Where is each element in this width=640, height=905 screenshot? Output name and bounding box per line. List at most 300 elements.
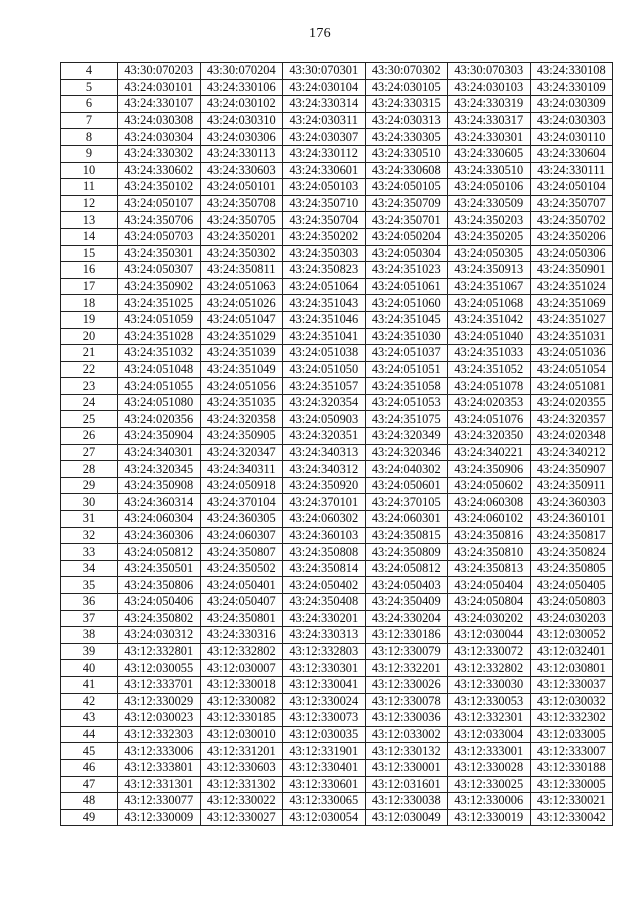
table-row bbox=[61, 262, 613, 279]
cadastral-number-cell: 43:24:030304 bbox=[118, 129, 201, 146]
cadastral-number-cell: 43:24:350911 bbox=[530, 477, 613, 494]
cadastral-number-cell: 43:12:333006 bbox=[118, 743, 201, 760]
row-number-cell: 11 bbox=[61, 179, 118, 196]
cadastral-number-cell: 43:12:330301 bbox=[283, 660, 366, 677]
cadastral-number-cell: 43:24:060307 bbox=[200, 527, 283, 544]
cadastral-number-cell: 43:24:051059 bbox=[118, 311, 201, 328]
cadastral-number-cell: 43:24:351057 bbox=[283, 378, 366, 395]
cadastral-number-cell: 43:24:020356 bbox=[118, 411, 201, 428]
cadastral-number-cell: 43:12:330186 bbox=[365, 627, 448, 644]
cadastral-number-cell: 43:24:320351 bbox=[283, 428, 366, 445]
cadastral-number-cell: 43:12:030023 bbox=[118, 710, 201, 727]
row-number-cell: 9 bbox=[61, 145, 118, 162]
table-row bbox=[61, 112, 613, 129]
cadastral-number-cell: 43:24:050407 bbox=[200, 594, 283, 611]
cadastral-number-cell: 43:24:351031 bbox=[530, 328, 613, 345]
cadastral-number-cell: 43:24:330510 bbox=[448, 162, 531, 179]
cadastral-number-cell: 43:24:350814 bbox=[283, 560, 366, 577]
cadastral-number-cell: 43:24:350203 bbox=[448, 212, 531, 229]
table-row bbox=[61, 394, 613, 411]
cadastral-number-cell: 43:24:030303 bbox=[530, 112, 613, 129]
cadastral-number-cell: 43:12:330073 bbox=[283, 710, 366, 727]
table-row bbox=[61, 477, 613, 494]
table-row bbox=[61, 212, 613, 229]
row-number-cell: 23 bbox=[61, 378, 118, 395]
cadastral-number-cell: 43:24:351024 bbox=[530, 278, 613, 295]
cadastral-number-cell: 43:12:332302 bbox=[530, 710, 613, 727]
cadastral-number-cell: 43:24:350409 bbox=[365, 594, 448, 611]
cadastral-number-cell: 43:24:350817 bbox=[530, 527, 613, 544]
row-number-cell: 47 bbox=[61, 776, 118, 793]
cadastral-number-cell: 43:24:320346 bbox=[365, 444, 448, 461]
cadastral-number-cell: 43:24:350102 bbox=[118, 179, 201, 196]
cadastral-number-cell: 43:12:330401 bbox=[283, 759, 366, 776]
row-number-cell: 31 bbox=[61, 511, 118, 528]
cadastral-number-cell: 43:24:350823 bbox=[283, 262, 366, 279]
table-row bbox=[61, 278, 613, 295]
cadastral-number-cell: 43:12:330603 bbox=[200, 759, 283, 776]
cadastral-number-cell: 43:24:350802 bbox=[118, 610, 201, 627]
cadastral-number-cell: 43:24:330317 bbox=[448, 112, 531, 129]
cadastral-number-cell: 43:24:030310 bbox=[200, 112, 283, 129]
cadastral-number-cell: 43:24:020355 bbox=[530, 394, 613, 411]
cadastral-number-cell: 43:24:051047 bbox=[200, 311, 283, 328]
cadastral-number-cell: 43:24:351069 bbox=[530, 295, 613, 312]
row-number-cell: 48 bbox=[61, 793, 118, 810]
row-number-cell: 10 bbox=[61, 162, 118, 179]
cadastral-number-cell: 43:24:330319 bbox=[448, 96, 531, 113]
cadastral-number-cell: 43:24:320347 bbox=[200, 444, 283, 461]
cadastral-number-cell: 43:12:030049 bbox=[365, 809, 448, 826]
row-number-cell: 24 bbox=[61, 394, 118, 411]
cadastral-number-cell: 43:24:350704 bbox=[283, 212, 366, 229]
row-number-cell: 37 bbox=[61, 610, 118, 627]
cadastral-number-cell: 43:12:332303 bbox=[118, 726, 201, 743]
table-row bbox=[61, 544, 613, 561]
cadastral-number-cell: 43:24:330204 bbox=[365, 610, 448, 627]
cadastral-number-cell: 43:12:030052 bbox=[530, 627, 613, 644]
cadastral-number-cell: 43:24:050402 bbox=[283, 577, 366, 594]
cadastral-number-cell: 43:24:330107 bbox=[118, 96, 201, 113]
cadastral-number-cell: 43:24:351043 bbox=[283, 295, 366, 312]
cadastral-number-cell: 43:24:320354 bbox=[283, 394, 366, 411]
cadastral-number-cell: 43:30:070302 bbox=[365, 63, 448, 80]
cadastral-number-cell: 43:24:360314 bbox=[118, 494, 201, 511]
cadastral-number-cell: 43:24:330302 bbox=[118, 145, 201, 162]
cadastral-number-cell: 43:12:330037 bbox=[530, 676, 613, 693]
cadastral-number-cell: 43:12:030007 bbox=[200, 660, 283, 677]
cadastral-number-cell: 43:24:050105 bbox=[365, 179, 448, 196]
cadastral-number-cell: 43:12:030035 bbox=[283, 726, 366, 743]
cadastral-number-cell: 43:12:030032 bbox=[530, 693, 613, 710]
row-number-cell: 49 bbox=[61, 809, 118, 826]
cadastral-number-cell: 43:24:330113 bbox=[200, 145, 283, 162]
cadastral-number-cell: 43:24:330316 bbox=[200, 627, 283, 644]
row-number-cell: 8 bbox=[61, 129, 118, 146]
table-row bbox=[61, 776, 613, 793]
cadastral-number-cell: 43:12:333801 bbox=[118, 759, 201, 776]
cadastral-number-cell: 43:24:350905 bbox=[200, 428, 283, 445]
cadastral-number-cell: 43:12:333001 bbox=[448, 743, 531, 760]
cadastral-number-cell: 43:24:350408 bbox=[283, 594, 366, 611]
cadastral-number-cell: 43:24:330604 bbox=[530, 145, 613, 162]
row-number-cell: 32 bbox=[61, 527, 118, 544]
row-number-cell: 42 bbox=[61, 693, 118, 710]
cadastral-number-cell: 43:12:330188 bbox=[530, 759, 613, 776]
row-number-cell: 15 bbox=[61, 245, 118, 262]
cadastral-number-cell: 43:24:350902 bbox=[118, 278, 201, 295]
cadastral-number-cell: 43:24:030102 bbox=[200, 96, 283, 113]
row-number-cell: 16 bbox=[61, 262, 118, 279]
cadastral-number-cell: 43:24:051063 bbox=[200, 278, 283, 295]
cadastral-number-cell: 43:24:351075 bbox=[365, 411, 448, 428]
cadastral-number-cell: 43:24:030306 bbox=[200, 129, 283, 146]
table-row bbox=[61, 411, 613, 428]
cadastral-number-cell: 43:24:351052 bbox=[448, 361, 531, 378]
cadastral-number-cell: 43:24:350809 bbox=[365, 544, 448, 561]
cadastral-number-cell: 43:24:320358 bbox=[200, 411, 283, 428]
table-row bbox=[61, 361, 613, 378]
row-number-cell: 25 bbox=[61, 411, 118, 428]
cadastral-number-cell: 43:24:051056 bbox=[200, 378, 283, 395]
cadastral-number-cell: 43:24:351032 bbox=[118, 345, 201, 362]
cadastral-number-cell: 43:24:350205 bbox=[448, 228, 531, 245]
cadastral-number-cell: 43:12:332802 bbox=[448, 660, 531, 677]
cadastral-number-cell: 43:12:330077 bbox=[118, 793, 201, 810]
cadastral-number-cell: 43:24:020353 bbox=[448, 394, 531, 411]
cadastral-number-cell: 43:24:050104 bbox=[530, 179, 613, 196]
cadastral-number-cell: 43:24:330510 bbox=[365, 145, 448, 162]
cadastral-number-cell: 43:24:050405 bbox=[530, 577, 613, 594]
row-number-cell: 40 bbox=[61, 660, 118, 677]
cadastral-number-cell: 43:24:360103 bbox=[283, 527, 366, 544]
cadastral-number-cell: 43:24:030104 bbox=[283, 79, 366, 96]
table-row bbox=[61, 577, 613, 594]
cadastral-number-cell: 43:12:331302 bbox=[200, 776, 283, 793]
cadastral-number-cell: 43:12:333007 bbox=[530, 743, 613, 760]
cadastral-number-cell: 43:24:350908 bbox=[118, 477, 201, 494]
table-row bbox=[61, 610, 613, 627]
cadastral-number-cell: 43:24:060102 bbox=[448, 511, 531, 528]
cadastral-number-cell: 43:24:030103 bbox=[448, 79, 531, 96]
cadastral-number-cell: 43:24:060304 bbox=[118, 511, 201, 528]
table-row bbox=[61, 162, 613, 179]
cadastral-number-cell: 43:24:350824 bbox=[530, 544, 613, 561]
cadastral-number-cell: 43:24:350706 bbox=[118, 212, 201, 229]
cadastral-number-cell: 43:24:051081 bbox=[530, 378, 613, 395]
page-number: 176 bbox=[309, 26, 331, 41]
cadastral-number-cell: 43:30:070203 bbox=[118, 63, 201, 80]
cadastral-number-cell: 43:24:340221 bbox=[448, 444, 531, 461]
cadastral-number-cell: 43:12:330028 bbox=[448, 759, 531, 776]
cadastral-number-cell: 43:24:051040 bbox=[448, 328, 531, 345]
cadastral-number-cell: 43:24:340311 bbox=[200, 461, 283, 478]
cadastral-number-cell: 43:24:050602 bbox=[448, 477, 531, 494]
cadastral-number-cell: 43:24:370101 bbox=[283, 494, 366, 511]
cadastral-number-cell: 43:12:033004 bbox=[448, 726, 531, 743]
cadastral-number-cell: 43:24:360303 bbox=[530, 494, 613, 511]
cadastral-number-cell: 43:24:351033 bbox=[448, 345, 531, 362]
cadastral-number-cell: 43:12:330601 bbox=[283, 776, 366, 793]
cadastral-number-cell: 43:24:320350 bbox=[448, 428, 531, 445]
cadastral-number-cell: 43:12:031601 bbox=[365, 776, 448, 793]
cadastral-number-cell: 43:24:051053 bbox=[365, 394, 448, 411]
cadastral-number-cell: 43:24:350815 bbox=[365, 527, 448, 544]
cadastral-number-cell: 43:24:051078 bbox=[448, 378, 531, 395]
table-row bbox=[61, 726, 613, 743]
cadastral-number-cell: 43:24:330603 bbox=[200, 162, 283, 179]
cadastral-number-cell: 43:24:050918 bbox=[200, 477, 283, 494]
cadastral-number-cell: 43:24:350805 bbox=[530, 560, 613, 577]
table-body bbox=[61, 63, 613, 826]
cadastral-number-cell: 43:24:330602 bbox=[118, 162, 201, 179]
cadastral-number-cell: 43:12:330009 bbox=[118, 809, 201, 826]
cadastral-number-cell: 43:24:330314 bbox=[283, 96, 366, 113]
cadastral-number-cell: 43:12:330082 bbox=[200, 693, 283, 710]
row-number-cell: 41 bbox=[61, 676, 118, 693]
cadastral-number-cell: 43:24:350710 bbox=[283, 195, 366, 212]
row-number-cell: 7 bbox=[61, 112, 118, 129]
cadastral-number-cell: 43:24:351028 bbox=[118, 328, 201, 345]
cadastral-number-cell: 43:12:330005 bbox=[530, 776, 613, 793]
cadastral-number-cell: 43:24:350201 bbox=[200, 228, 283, 245]
cadastral-number-cell: 43:24:030110 bbox=[530, 129, 613, 146]
cadastral-number-cell: 43:24:330106 bbox=[200, 79, 283, 96]
cadastral-number-cell: 43:24:050103 bbox=[283, 179, 366, 196]
cadastral-number-cell: 43:24:051037 bbox=[365, 345, 448, 362]
cadastral-number-cell: 43:12:330018 bbox=[200, 676, 283, 693]
cadastral-number-cell: 43:24:330315 bbox=[365, 96, 448, 113]
cadastral-number-cell: 43:24:050307 bbox=[118, 262, 201, 279]
row-number-cell: 39 bbox=[61, 643, 118, 660]
table-row bbox=[61, 195, 613, 212]
cadastral-number-cell: 43:24:030308 bbox=[118, 112, 201, 129]
row-number-cell: 6 bbox=[61, 96, 118, 113]
cadastral-number-cell: 43:24:060301 bbox=[365, 511, 448, 528]
cadastral-number-cell: 43:12:330065 bbox=[283, 793, 366, 810]
cadastral-number-cell: 43:24:051064 bbox=[283, 278, 366, 295]
table-row bbox=[61, 345, 613, 362]
cadastral-number-cell: 43:24:351058 bbox=[365, 378, 448, 395]
cadastral-number-cell: 43:24:330301 bbox=[448, 129, 531, 146]
cadastral-number-cell: 43:12:331301 bbox=[118, 776, 201, 793]
cadastral-number-cell: 43:12:030055 bbox=[118, 660, 201, 677]
cadastral-number-cell: 43:24:350806 bbox=[118, 577, 201, 594]
cadastral-number-cell: 43:24:060302 bbox=[283, 511, 366, 528]
cadastral-number-cell: 43:24:350808 bbox=[283, 544, 366, 561]
cadastral-number-cell: 43:24:350907 bbox=[530, 461, 613, 478]
cadastral-number-cell: 43:24:051054 bbox=[530, 361, 613, 378]
cadastral-number-cell: 43:24:330201 bbox=[283, 610, 366, 627]
row-number-cell: 17 bbox=[61, 278, 118, 295]
cadastral-number-cell: 43:24:050406 bbox=[118, 594, 201, 611]
cadastral-number-cell: 43:12:330021 bbox=[530, 793, 613, 810]
cadastral-number-cell: 43:12:330024 bbox=[283, 693, 366, 710]
table-row bbox=[61, 594, 613, 611]
cadastral-number-cell: 43:24:350913 bbox=[448, 262, 531, 279]
table-row bbox=[61, 809, 613, 826]
cadastral-number-cell: 43:24:351027 bbox=[530, 311, 613, 328]
cadastral-number-cell: 43:12:332802 bbox=[200, 643, 283, 660]
cadastral-number-cell: 43:12:330038 bbox=[365, 793, 448, 810]
table-row bbox=[61, 494, 613, 511]
cadastral-number-cell: 43:12:330026 bbox=[365, 676, 448, 693]
row-number-cell: 29 bbox=[61, 477, 118, 494]
table-row bbox=[61, 676, 613, 693]
cadastral-number-cell: 43:30:070301 bbox=[283, 63, 366, 80]
cadastral-number-cell: 43:12:330022 bbox=[200, 793, 283, 810]
cadastral-number-cell: 43:12:330132 bbox=[365, 743, 448, 760]
cadastral-number-cell: 43:24:050812 bbox=[118, 544, 201, 561]
row-number-cell: 43 bbox=[61, 710, 118, 727]
cadastral-number-cell: 43:12:330042 bbox=[530, 809, 613, 826]
cadastral-number-cell: 43:12:330053 bbox=[448, 693, 531, 710]
cadastral-number-cell: 43:12:030054 bbox=[283, 809, 366, 826]
cadastral-number-cell: 43:12:332301 bbox=[448, 710, 531, 727]
cadastral-number-cell: 43:24:030311 bbox=[283, 112, 366, 129]
row-number-cell: 5 bbox=[61, 79, 118, 96]
row-number-cell: 33 bbox=[61, 544, 118, 561]
cadastral-table bbox=[60, 62, 613, 826]
cadastral-number-cell: 43:12:330036 bbox=[365, 710, 448, 727]
table-row bbox=[61, 145, 613, 162]
cadastral-number-cell: 43:24:051036 bbox=[530, 345, 613, 362]
cadastral-number-cell: 43:24:050403 bbox=[365, 577, 448, 594]
table-row bbox=[61, 527, 613, 544]
cadastral-number-cell: 43:24:350708 bbox=[200, 195, 283, 212]
row-number-cell: 38 bbox=[61, 627, 118, 644]
cadastral-number-cell: 43:24:350707 bbox=[530, 195, 613, 212]
cadastral-number-cell: 43:12:033005 bbox=[530, 726, 613, 743]
cadastral-number-cell: 43:24:350920 bbox=[283, 477, 366, 494]
cadastral-number-cell: 43:12:330078 bbox=[365, 693, 448, 710]
cadastral-number-cell: 43:12:330006 bbox=[448, 793, 531, 810]
cadastral-number-cell: 43:24:370105 bbox=[365, 494, 448, 511]
cadastral-number-cell: 43:24:351039 bbox=[200, 345, 283, 362]
row-number-cell: 4 bbox=[61, 63, 118, 80]
table-row bbox=[61, 378, 613, 395]
cadastral-number-cell: 43:24:060308 bbox=[448, 494, 531, 511]
cadastral-number-cell: 43:24:050903 bbox=[283, 411, 366, 428]
cadastral-number-cell: 43:24:050404 bbox=[448, 577, 531, 594]
table-row bbox=[61, 627, 613, 644]
cadastral-number-cell: 43:24:330108 bbox=[530, 63, 613, 80]
table-row bbox=[61, 228, 613, 245]
cadastral-number-cell: 43:12:330079 bbox=[365, 643, 448, 660]
cadastral-number-cell: 43:24:330112 bbox=[283, 145, 366, 162]
cadastral-number-cell: 43:24:330305 bbox=[365, 129, 448, 146]
cadastral-number-cell: 43:24:360306 bbox=[118, 527, 201, 544]
cadastral-number-cell: 43:12:330185 bbox=[200, 710, 283, 727]
table-row bbox=[61, 511, 613, 528]
cadastral-number-cell: 43:24:350502 bbox=[200, 560, 283, 577]
cadastral-number-cell: 43:24:030307 bbox=[283, 129, 366, 146]
cadastral-number-cell: 43:24:350301 bbox=[118, 245, 201, 262]
cadastral-number-cell: 43:24:320349 bbox=[365, 428, 448, 445]
cadastral-number-cell: 43:24:350303 bbox=[283, 245, 366, 262]
table-row bbox=[61, 461, 613, 478]
cadastral-number-cell: 43:24:051051 bbox=[365, 361, 448, 378]
cadastral-number-cell: 43:12:331901 bbox=[283, 743, 366, 760]
cadastral-number-cell: 43:12:030801 bbox=[530, 660, 613, 677]
cadastral-number-cell: 43:24:350701 bbox=[365, 212, 448, 229]
row-number-cell: 36 bbox=[61, 594, 118, 611]
cadastral-number-cell: 43:24:340212 bbox=[530, 444, 613, 461]
table-row bbox=[61, 743, 613, 760]
cadastral-number-cell: 43:24:030309 bbox=[530, 96, 613, 113]
cadastral-number-cell: 43:24:350302 bbox=[200, 245, 283, 262]
cadastral-number-cell: 43:24:360101 bbox=[530, 511, 613, 528]
cadastral-number-cell: 43:12:330029 bbox=[118, 693, 201, 710]
row-number-cell: 20 bbox=[61, 328, 118, 345]
row-number-cell: 13 bbox=[61, 212, 118, 229]
row-number-cell: 26 bbox=[61, 428, 118, 445]
cadastral-number-cell: 43:24:320345 bbox=[118, 461, 201, 478]
cadastral-number-cell: 43:24:350709 bbox=[365, 195, 448, 212]
cadastral-number-cell: 43:24:051038 bbox=[283, 345, 366, 362]
cadastral-number-cell: 43:12:330027 bbox=[200, 809, 283, 826]
cadastral-number-cell: 43:24:050204 bbox=[365, 228, 448, 245]
cadastral-number-cell: 43:24:030202 bbox=[448, 610, 531, 627]
row-number-cell: 19 bbox=[61, 311, 118, 328]
cadastral-number-cell: 43:12:032401 bbox=[530, 643, 613, 660]
cadastral-number-cell: 43:12:030044 bbox=[448, 627, 531, 644]
cadastral-number-cell: 43:12:330001 bbox=[365, 759, 448, 776]
cadastral-number-cell: 43:24:351041 bbox=[283, 328, 366, 345]
cadastral-number-cell: 43:12:330019 bbox=[448, 809, 531, 826]
cadastral-number-cell: 43:12:030010 bbox=[200, 726, 283, 743]
cadastral-number-cell: 43:24:350810 bbox=[448, 544, 531, 561]
table-row bbox=[61, 428, 613, 445]
cadastral-number-cell: 43:24:050803 bbox=[530, 594, 613, 611]
table-row bbox=[61, 311, 613, 328]
cadastral-number-cell: 43:24:330109 bbox=[530, 79, 613, 96]
cadastral-number-cell: 43:12:332803 bbox=[283, 643, 366, 660]
cadastral-number-cell: 43:24:050306 bbox=[530, 245, 613, 262]
row-number-cell: 12 bbox=[61, 195, 118, 212]
table-row bbox=[61, 710, 613, 727]
cadastral-number-cell: 43:24:340313 bbox=[283, 444, 366, 461]
cadastral-number-cell: 43:24:020348 bbox=[530, 428, 613, 445]
cadastral-number-cell: 43:24:340301 bbox=[118, 444, 201, 461]
table-row bbox=[61, 295, 613, 312]
cadastral-number-cell: 43:24:350813 bbox=[448, 560, 531, 577]
cadastral-number-cell: 43:12:330030 bbox=[448, 676, 531, 693]
cadastral-number-cell: 43:24:320357 bbox=[530, 411, 613, 428]
cadastral-number-cell: 43:12:332201 bbox=[365, 660, 448, 677]
row-number-cell: 21 bbox=[61, 345, 118, 362]
table-row bbox=[61, 179, 613, 196]
table-row bbox=[61, 96, 613, 113]
row-number-cell: 45 bbox=[61, 743, 118, 760]
cadastral-number-cell: 43:24:051068 bbox=[448, 295, 531, 312]
table-row bbox=[61, 759, 613, 776]
cadastral-number-cell: 43:24:050304 bbox=[365, 245, 448, 262]
cadastral-number-cell: 43:24:051061 bbox=[365, 278, 448, 295]
cadastral-number-cell: 43:24:051050 bbox=[283, 361, 366, 378]
cadastral-number-cell: 43:24:350206 bbox=[530, 228, 613, 245]
cadastral-number-cell: 43:24:050107 bbox=[118, 195, 201, 212]
cadastral-number-cell: 43:12:330041 bbox=[283, 676, 366, 693]
cadastral-number-cell: 43:24:050703 bbox=[118, 228, 201, 245]
row-number-cell: 18 bbox=[61, 295, 118, 312]
cadastral-number-cell: 43:24:340312 bbox=[283, 461, 366, 478]
cadastral-number-cell: 43:24:030313 bbox=[365, 112, 448, 129]
cadastral-number-cell: 43:24:050804 bbox=[448, 594, 531, 611]
cadastral-number-cell: 43:24:050601 bbox=[365, 477, 448, 494]
cadastral-number-cell: 43:24:350202 bbox=[283, 228, 366, 245]
cadastral-number-cell: 43:24:350705 bbox=[200, 212, 283, 229]
